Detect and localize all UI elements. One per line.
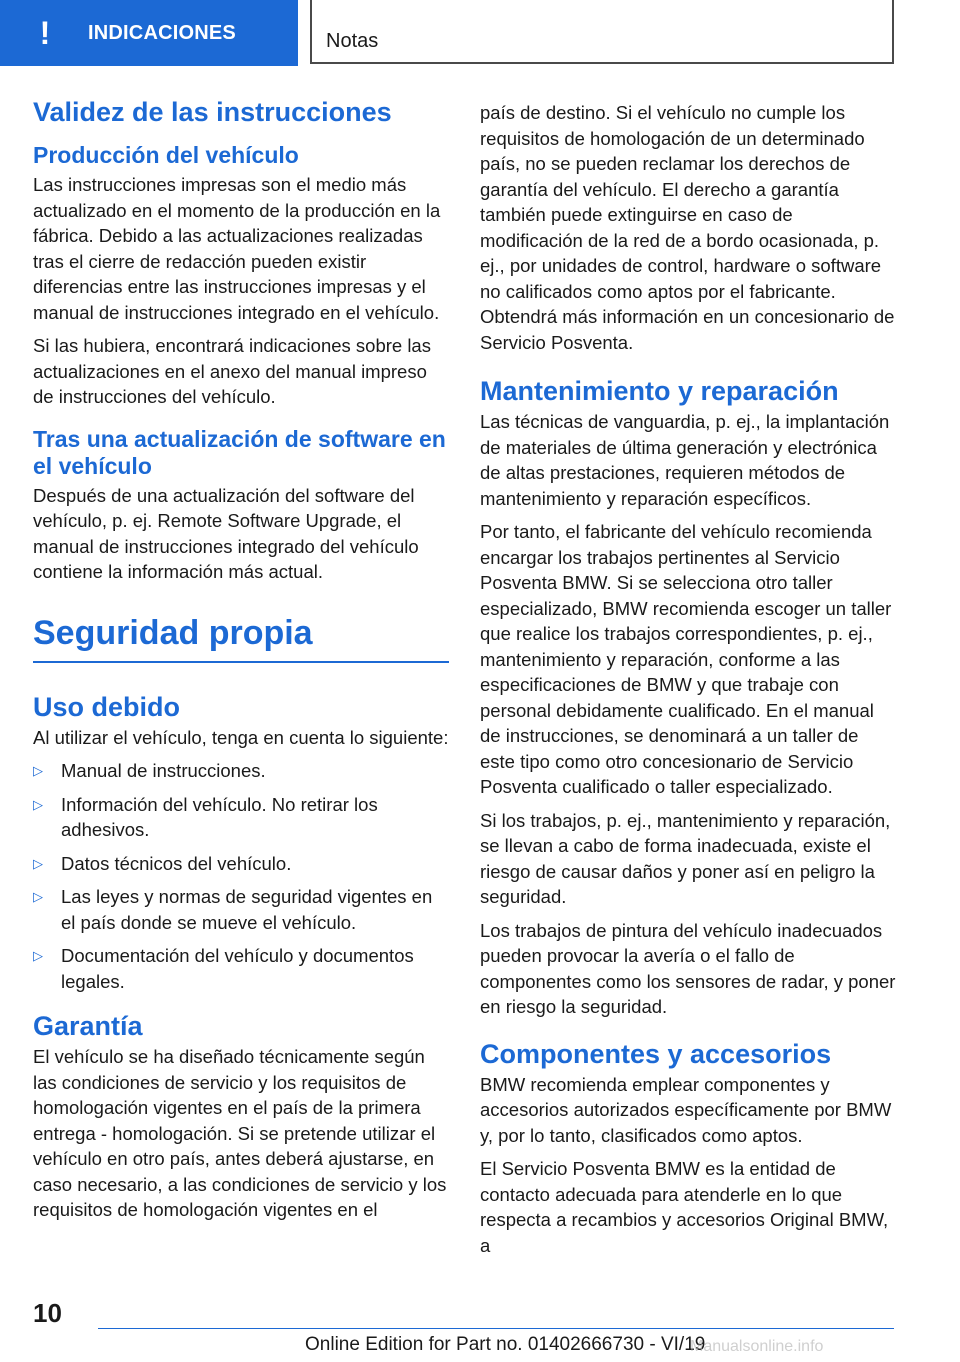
triangle-bullet-icon: ▷ bbox=[33, 855, 43, 871]
footer-divider bbox=[98, 1328, 894, 1329]
tab-notas-label: Notas bbox=[326, 30, 379, 52]
paragraph: Al utilizar el vehículo, tenga en cuenta lo siguiente: bbox=[33, 726, 449, 748]
triangle-bullet-icon: ▷ bbox=[33, 948, 43, 963]
subsection-title-produccion: Producción del vehículo bbox=[33, 142, 299, 168]
list-item bbox=[33, 758, 449, 784]
paragraph: Las instrucciones impresas son el medio más actualizado en el momento de la producción en la fábrica. Debido a las actualizaciones realizadas tras el cierre de redacción pueden existir diferencias entre las instrucciones impresas y el manual de instrucciones integrado en el vehículo. bbox=[33, 174, 441, 323]
exclamation-icon: ! bbox=[39, 15, 51, 51]
section-title-garantia: Garantía bbox=[33, 1011, 143, 1041]
subsection-title-software: Tras una actualización de software en el vehículo bbox=[33, 425, 446, 479]
watermark: Manualsonline.info bbox=[690, 1338, 824, 1355]
list-item bbox=[33, 792, 449, 843]
paragraph: Por tanto, el fabricante del vehículo recomienda encargar los trabajos pertinentes al Servicio Posventa BMW. Si se selecciona otro taller especializado, BMW recomienda escoger un taller que realice los trabajos correspondientes, p. ej., mantenimiento y reparación, conforme a las especificaciones de BMW y que trabaje con personal debidamente cualificado. En el manual de instrucciones, se denominará a un taller de este tipo como otro concesionario de Servicio Posventa cualificado o taller especializado. bbox=[480, 521, 892, 797]
paragraph: El Servicio Posventa BMW es la entidad de contacto adecuada para atenderle en lo que respecta a recambios y accesorios Original BMW, a bbox=[480, 1158, 889, 1256]
list-item-text: Documentación del vehículo y documentos legales. bbox=[61, 945, 414, 992]
left-column bbox=[33, 96, 449, 1231]
paragraph: Después de una actualización del software del vehículo, p. ej. Remote Software Upgrade, el manual de instrucciones integrado del vehículo contiene la información más actual. bbox=[33, 484, 419, 582]
paragraph: Los trabajos de pintura del vehículo inadecuados pueden provocar la avería o el fallo de componentes como los sensores de radar, y poner en riesgo la seguridad. bbox=[480, 919, 896, 1017]
list-item-text: Datos técnicos del vehículo. bbox=[61, 852, 292, 874]
list-item bbox=[33, 851, 449, 877]
right-column bbox=[480, 100, 896, 1266]
chapter-title-seguridad: Seguridad propia bbox=[33, 613, 449, 663]
list-item bbox=[33, 884, 449, 935]
paragraph: BMW recomienda emplear componentes y accesorios autorizados específicamente por BMW y, por lo tanto, clasificados como aptos. bbox=[480, 1073, 892, 1146]
paragraph: Si los trabajos, p. ej., mantenimiento y reparación, se llevan a cabo de forma inadecuada, existe el riesgo de causar daños y poner así en peligro la seguridad. bbox=[480, 809, 891, 907]
list-item bbox=[33, 943, 449, 994]
paragraph: Las técnicas de vanguardia, p. ej., la implantación de materiales de última generación y electrónica de altas prestaciones, requieren métodos de mantenimiento y reparación específicos. bbox=[480, 411, 890, 509]
list-item-text: Información del vehículo. No retirar los adhesivos. bbox=[61, 793, 378, 840]
tab-indicaciones-label: INDICACIONES bbox=[88, 22, 236, 44]
section-title-validez: Validez de las instrucciones bbox=[33, 97, 392, 127]
bullet-list bbox=[33, 758, 449, 994]
paragraph: El vehículo se ha diseñado técnicamente según las condiciones de servicio y los requisitos de homologación vigentes en el país de la primera entrega - homologación. Si se pretende utilizar el vehículo en otro país, antes deberá ajustarse, en caso necesario, a las condiciones de servicio y los requisitos de homologación vigentes en el bbox=[33, 1046, 447, 1220]
list-item-text: Manual de instrucciones. bbox=[61, 760, 266, 781]
section-title-uso-debido: Uso debido bbox=[33, 691, 180, 722]
footer-edition: Online Edition for Part no. 01402666730 - VI/19 bbox=[305, 1334, 706, 1355]
tab-notas[interactable] bbox=[310, 0, 894, 64]
paragraph: país de destino. Si el vehículo no cumple los requisitos de homologación de un determinado país, no se pueden reclamar los derechos de garantía del vehículo. El derecho a garantía también puede extinguirse en caso de modificación de la red de a bordo ocasionada, p. ej., por unidades de control, hardware o software no calificados como aptos por el fabricante. Obtendrá más información en un concesionario de Servicio Posventa. bbox=[480, 102, 895, 353]
triangle-bullet-icon: ▷ bbox=[33, 796, 43, 812]
paragraph: Si las hubiera, encontrará indicaciones sobre las actualizaciones en el anexo del manual impreso de instrucciones del vehículo. bbox=[33, 335, 431, 407]
page-number: 10 bbox=[33, 1298, 62, 1328]
triangle-bullet-icon: ▷ bbox=[33, 889, 43, 904]
tab-indicaciones[interactable] bbox=[0, 0, 298, 66]
section-title-componentes: Componentes y accesorios bbox=[480, 1038, 832, 1069]
section-title-mantenimiento: Mantenimiento y reparación bbox=[480, 376, 839, 406]
triangle-bullet-icon: ▷ bbox=[33, 763, 43, 778]
page-header bbox=[0, 0, 960, 66]
list-item-text: Las leyes y normas de seguridad vigentes en el país donde se mueve el vehículo. bbox=[61, 886, 433, 933]
